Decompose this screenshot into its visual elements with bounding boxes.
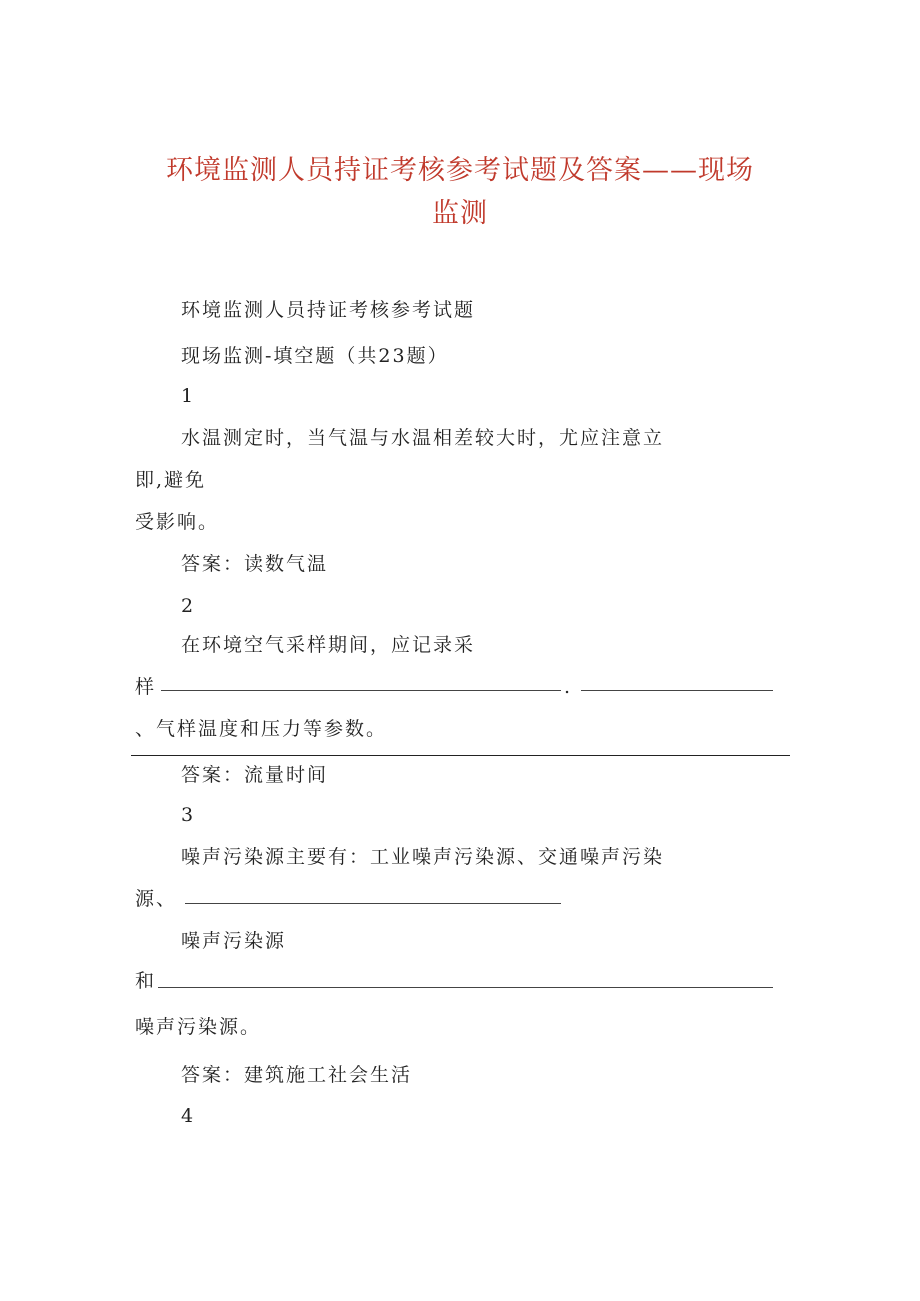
- question-1-number: 1: [181, 385, 196, 407]
- question-2-text-line-2: 样: [135, 676, 157, 698]
- question-4-number: 4: [181, 1105, 196, 1127]
- question-3-text-line-2: 源、: [135, 888, 178, 910]
- question-2-separator: .: [564, 676, 573, 698]
- fill-blank-line: [161, 690, 561, 691]
- question-3-text-line-5: 噪声污染源。: [135, 1016, 262, 1038]
- question-2-text-line-1: 在环境空气采样期间，应记录采: [181, 634, 476, 656]
- question-2-number: 2: [181, 595, 196, 617]
- question-1-text-line-3: 受影响。: [135, 511, 220, 533]
- question-2-answer: 答案：流量时间: [181, 764, 329, 786]
- subtitle-section: 现场监测-填空题（共23题）: [181, 345, 449, 367]
- document-title-line-1: 环境监测人员持证考核参考试题及答案——现场: [166, 155, 754, 186]
- question-1-answer: 答案：读数气温: [181, 553, 329, 575]
- subtitle-exam-name: 环境监测人员持证考核参考试题: [181, 299, 476, 321]
- question-3-text-line-4: 和: [135, 970, 157, 992]
- question-2-text-line-3: 、气样温度和压力等参数。: [135, 718, 388, 740]
- fill-blank-line: [158, 987, 773, 988]
- question-3-answer: 答案：建筑施工社会生活: [181, 1064, 413, 1086]
- fill-blank-line: [581, 690, 773, 691]
- document-title-line-2: 监测: [432, 198, 488, 229]
- question-3-text-line-1: 噪声污染源主要有：工业噪声污染源、交通噪声污染: [181, 846, 665, 868]
- horizontal-rule: [131, 755, 790, 756]
- question-1-text-line-2: 即,避免: [135, 469, 207, 491]
- question-3-text-line-3: 噪声污染源: [181, 930, 287, 952]
- question-1-text-line-1: 水温测定时，当气温与水温相差较大时，尤应注意立: [181, 427, 665, 449]
- fill-blank-line: [185, 903, 561, 904]
- question-3-number: 3: [181, 804, 196, 826]
